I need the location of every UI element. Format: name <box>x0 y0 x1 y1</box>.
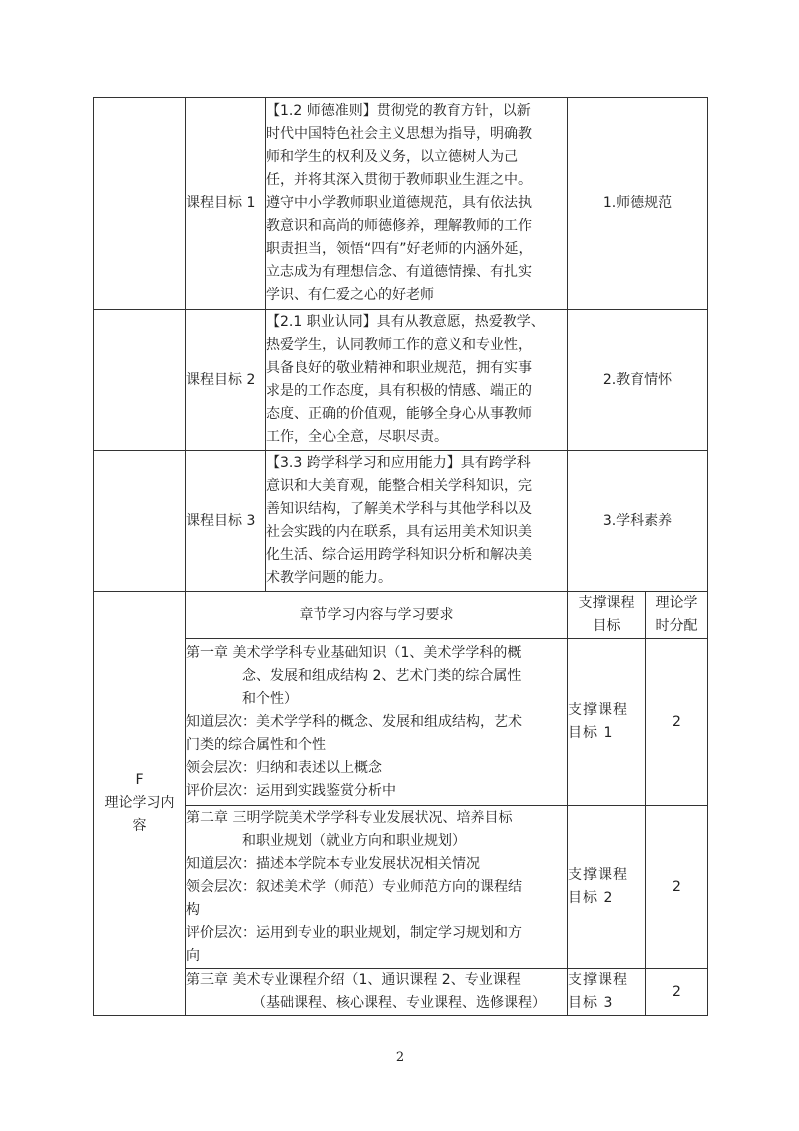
support-goal-line: 目标 3 <box>568 995 614 1011</box>
chapter-row-2 <box>94 806 708 969</box>
goal-row-3 <box>94 451 708 592</box>
chapter-row-1 <box>94 639 708 806</box>
desc-line: 态度、正确的价值观，能够全身心从事教师 <box>266 406 532 422</box>
desc-line: 善知识结构，了解美术学科与其他学科以及 <box>266 501 532 517</box>
desc-line: 【2.1 职业认同】具有从教意愿，热爱教学、 <box>266 314 545 330</box>
chapter-content <box>186 639 568 806</box>
chapter-line: 构 <box>186 901 200 918</box>
desc-line: 立志成为有理想信念、有道德情操、有扎实 <box>266 264 532 280</box>
chapter-line: 向 <box>186 947 200 964</box>
desc-line: 遵守中小学教师职业道德规范，具有依法执 <box>266 195 532 211</box>
graduation-requirement: 1.师德规范 <box>568 98 708 310</box>
blank-cell <box>94 310 186 451</box>
support-header-line: 支撑课程 <box>578 595 635 611</box>
chapter-content <box>186 806 568 969</box>
chapter-line: 评价层次：运用到专业的职业规划，制定学习规划和方 <box>186 924 522 941</box>
goal-label: 课程目标 2 <box>186 310 266 451</box>
desc-line: 意识和大美育观，能整合相关学科知识，完 <box>266 478 532 494</box>
desc-line: 学识、有仁爱之心的好老师 <box>266 287 434 303</box>
section-title <box>94 592 186 1016</box>
theory-hours: 2 <box>646 639 708 806</box>
support-header-line: 目标 <box>592 618 621 634</box>
chapter-title: 第三章 美术专业课程介绍（1、通识课程 2、专业课程 <box>186 972 521 988</box>
support-goal-line: 目标 2 <box>568 890 614 906</box>
chapter-title: 第二章 三明学院美术学学科专业发展状况、培养目标 <box>186 809 513 826</box>
course-table <box>93 97 708 1016</box>
support-goal <box>568 969 646 1016</box>
goal-description <box>266 310 568 451</box>
desc-line: 【3.3 跨学科学习和应用能力】具有跨学科 <box>266 455 531 471</box>
chapter-line: 领会层次：归纳和表述以上概念 <box>186 759 382 776</box>
support-header <box>568 592 646 639</box>
theory-hours: 2 <box>646 806 708 969</box>
chapter-title-cont: 念、发展和组成结构 2、艺术门类的综合属性 <box>242 667 522 684</box>
desc-line: 师和学生的权利及义务，以立德树人为己 <box>266 149 518 165</box>
desc-line: 化生活、综合运用跨学科知识分析和解决美 <box>266 547 532 563</box>
hours-header-line: 理论学 <box>655 595 698 611</box>
chapter-line: 门类的综合属性和个性 <box>186 736 326 753</box>
desc-line: 教意识和高尚的师德修养，理解教师的工作 <box>266 218 532 234</box>
desc-line: 【1.2 师德准则】贯彻党的教育方针，以新 <box>266 103 531 119</box>
desc-line: 热爱学生，认同教师工作的意义和专业性， <box>266 337 532 353</box>
goal-label: 课程目标 3 <box>186 451 266 592</box>
blank-cell <box>94 451 186 592</box>
desc-line: 工作，全心全意，尽职尽责。 <box>266 429 448 445</box>
page-number: 2 <box>395 1050 405 1065</box>
support-goal <box>568 639 646 806</box>
goal-row-2 <box>94 310 708 451</box>
chapter-line: 领会层次：叙述美术学（师范）专业师范方向的课程结 <box>186 878 522 895</box>
chapter-title: 第一章 美术学学科专业基础知识（1、美术学学科的概 <box>186 644 522 661</box>
hours-header <box>646 592 708 639</box>
chapter-content <box>186 969 568 1016</box>
chapter-title-cont: 和个性） <box>242 690 298 707</box>
chapter-title-cont: （基础课程、核心课程、专业课程、选修课程） <box>252 995 546 1011</box>
theory-hours: 2 <box>646 969 708 1016</box>
goal-description <box>266 451 568 592</box>
chapter-line: 评价层次：运用到实践鉴赏分析中 <box>186 782 396 799</box>
chapter-line: 知道层次：美术学学科的概念、发展和组成结构，艺术 <box>186 713 522 730</box>
desc-line: 时代中国特色社会主义思想为指导，明确教 <box>266 126 532 142</box>
desc-line: 术教学问题的能力。 <box>266 570 392 586</box>
goal-row-1 <box>94 98 708 310</box>
hours-header-line: 时分配 <box>655 618 698 634</box>
section-title-line: 容 <box>132 818 147 834</box>
desc-line: 具备良好的敬业精神和职业规范，拥有实事 <box>266 360 532 376</box>
chapter-row-3 <box>94 969 708 1016</box>
section-title-line: F <box>135 772 144 788</box>
graduation-requirement: 2.教育情怀 <box>568 310 708 451</box>
desc-line: 职责担当，领悟“四有”好老师的内涵外延， <box>266 241 533 257</box>
support-goal-line: 支撑课程 <box>568 867 628 883</box>
support-goal-line: 目标 1 <box>568 725 614 741</box>
support-goal <box>568 806 646 969</box>
goal-label: 课程目标 1 <box>186 98 266 310</box>
goal-description <box>266 98 568 310</box>
desc-line: 社会实践的内在联系，具有运用美术知识美 <box>266 524 532 540</box>
desc-line: 任，并将其深入贯彻于教师职业生涯之中。 <box>266 172 532 188</box>
chapter-line: 知道层次：描述本学院本专业发展状况相关情况 <box>186 855 480 872</box>
content-header-row <box>94 592 708 639</box>
support-goal-line: 支撑课程 <box>568 972 628 988</box>
graduation-requirement: 3.学科素养 <box>568 451 708 592</box>
chapter-title-cont: 和职业规划（就业方向和职业规划） <box>242 832 466 849</box>
section-title-line: 理论学习内 <box>104 795 175 811</box>
support-goal-line: 支撑课程 <box>568 702 628 718</box>
desc-line: 求是的工作态度，具有积极的情感、端正的 <box>266 383 532 399</box>
blank-cell <box>94 98 186 310</box>
content-header: 章节学习内容与学习要求 <box>186 592 568 639</box>
